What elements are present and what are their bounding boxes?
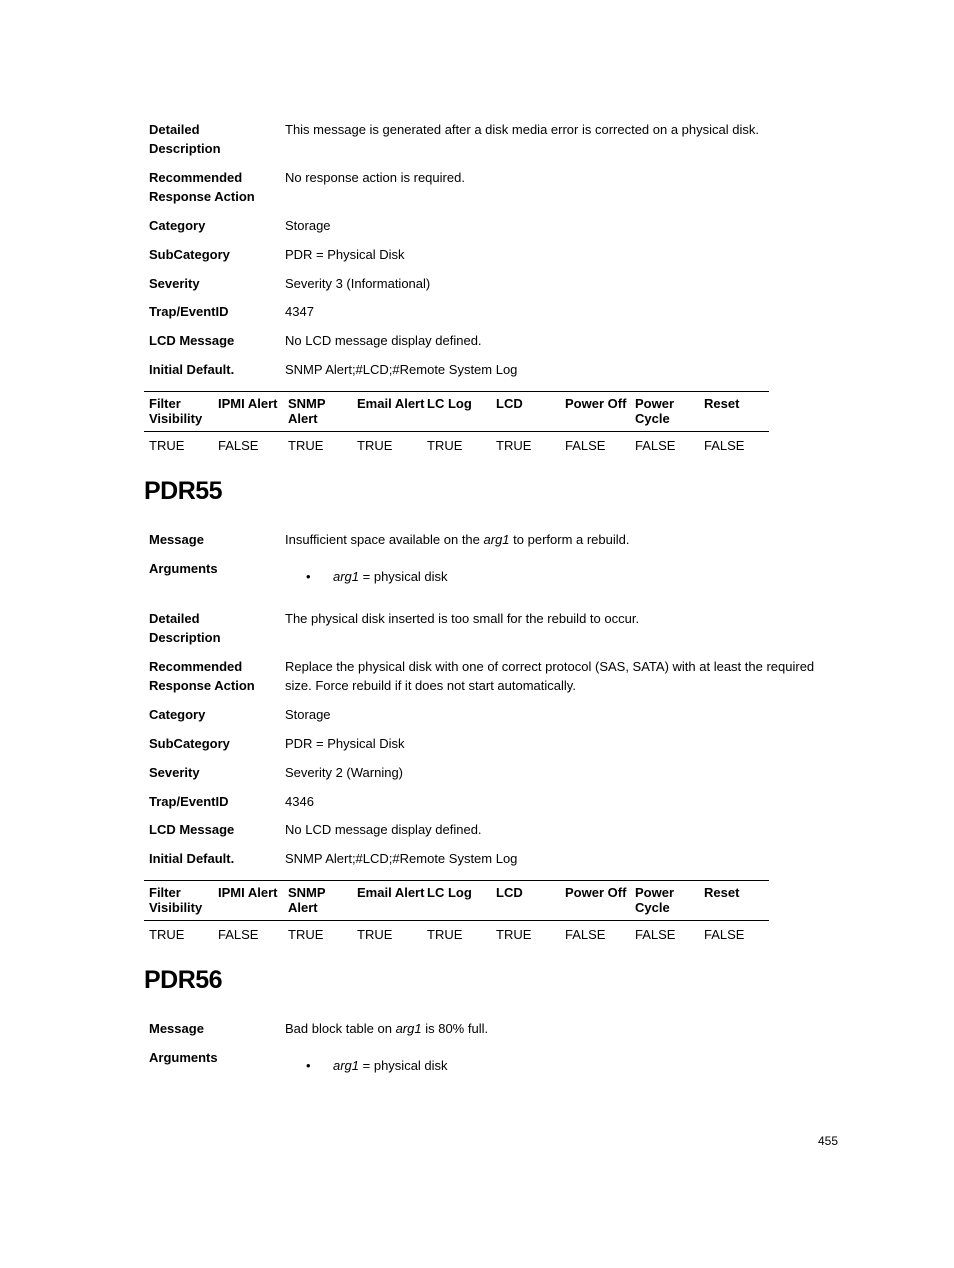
field-label: LCD Message (149, 822, 235, 837)
table-cell: TRUE (496, 927, 532, 942)
field-label: Category (149, 218, 206, 233)
message-text-pre: Bad block table on (285, 1021, 396, 1036)
table-cell: TRUE (288, 438, 324, 453)
argument-desc: = physical disk (359, 569, 448, 584)
field-label: Arguments (149, 1050, 218, 1065)
table-cell: FALSE (635, 438, 676, 453)
table-header: Email Alert (357, 396, 425, 411)
argument-name: arg1 (333, 569, 360, 584)
table-header: IPMI Alert (218, 885, 278, 900)
table-cell: FALSE (704, 927, 745, 942)
field-value (285, 1019, 830, 1038)
field-label: Category (149, 707, 206, 722)
table-header: SNMP Alert (288, 885, 326, 915)
field-label: Detailed Description (149, 122, 221, 156)
field-value: SNMP Alert;#LCD;#Remote System Log (285, 362, 518, 377)
bullet-icon: • (306, 569, 311, 584)
table-cell: FALSE (218, 438, 259, 453)
table-header: Email Alert (357, 885, 425, 900)
table-cell: TRUE (149, 438, 185, 453)
section-heading: PDR56 (144, 966, 223, 994)
table-header: Power Off (565, 396, 627, 411)
table-header: IPMI Alert (218, 396, 278, 411)
table-header: LC Log (427, 396, 472, 411)
table-header: LC Log (427, 885, 472, 900)
field-value: PDR = Physical Disk (285, 247, 405, 262)
table-cell: TRUE (357, 927, 393, 942)
message-text-post: to perform a rebuild. (509, 532, 630, 547)
table-header: Power Off (565, 885, 627, 900)
table-header: Filter Visibility (149, 396, 203, 426)
field-value: PDR = Physical Disk (285, 736, 405, 751)
field-value (285, 530, 830, 549)
field-value: Storage (285, 707, 331, 722)
field-value: This message is generated after a disk media error is corrected on a physical disk. (285, 122, 759, 137)
field-value: Replace the physical disk with one of correct protocol (SAS, SATA) with at least the required size. Force rebuild if it does not start automatically. (285, 659, 815, 693)
field-value: Severity 2 (Warning) (285, 765, 403, 780)
field-label: Initial Default. (149, 851, 235, 866)
field-label: Arguments (149, 561, 218, 576)
field-label: Initial Default. (149, 362, 235, 377)
section-heading: PDR55 (144, 477, 223, 505)
table-rule (144, 431, 769, 432)
field-label: Severity (149, 276, 200, 291)
message-arg: arg1 (483, 532, 510, 547)
table-header: Reset (704, 885, 740, 900)
field-label: Trap/EventID (149, 304, 229, 319)
page-number: 455 (818, 1134, 839, 1148)
message-arg: arg1 (395, 1021, 422, 1036)
table-header: Filter Visibility (149, 885, 203, 915)
table-rule (144, 920, 769, 921)
table-header: Power Cycle (635, 885, 675, 915)
table-rule (144, 391, 769, 392)
table-cell: FALSE (704, 438, 745, 453)
table-cell: FALSE (218, 927, 259, 942)
field-label: LCD Message (149, 333, 235, 348)
field-value: The physical disk inserted is too small for the rebuild to occur. (285, 611, 640, 626)
table-cell: TRUE (496, 438, 532, 453)
message-text-pre: Insufficient space available on the (285, 532, 484, 547)
table-header: LCD (496, 885, 523, 900)
table-cell: TRUE (427, 438, 463, 453)
field-value: No LCD message display defined. (285, 822, 482, 837)
table-cell: TRUE (427, 927, 463, 942)
table-cell: FALSE (565, 927, 606, 942)
table-header: Power Cycle (635, 396, 675, 426)
field-label: Recommended Response Action (149, 170, 255, 204)
table-cell: TRUE (288, 927, 324, 942)
message-text-post: is 80% full. (421, 1021, 489, 1036)
field-label: Detailed Description (149, 611, 221, 645)
field-label: Message (149, 1021, 204, 1036)
field-value: 4346 (285, 794, 314, 809)
field-value: 4347 (285, 304, 314, 319)
field-label: SubCategory (149, 247, 230, 262)
field-value: SNMP Alert;#LCD;#Remote System Log (285, 851, 518, 866)
field-label: SubCategory (149, 736, 230, 751)
table-header: Reset (704, 396, 740, 411)
table-cell: FALSE (565, 438, 606, 453)
table-cell: TRUE (149, 927, 185, 942)
table-rule (144, 880, 769, 881)
field-value: Severity 3 (Informational) (285, 276, 431, 291)
table-cell: TRUE (357, 438, 393, 453)
field-label: Severity (149, 765, 200, 780)
bullet-icon: • (306, 1058, 311, 1073)
field-label: Trap/EventID (149, 794, 229, 809)
table-cell: FALSE (635, 927, 676, 942)
field-value: Storage (285, 218, 331, 233)
argument-desc: = physical disk (359, 1058, 448, 1073)
table-header: LCD (496, 396, 523, 411)
field-value: No LCD message display defined. (285, 333, 482, 348)
field-value: No response action is required. (285, 170, 465, 185)
field-label: Message (149, 532, 204, 547)
argument-name: arg1 (333, 1058, 360, 1073)
table-header: SNMP Alert (288, 396, 326, 426)
field-label: Recommended Response Action (149, 659, 255, 693)
